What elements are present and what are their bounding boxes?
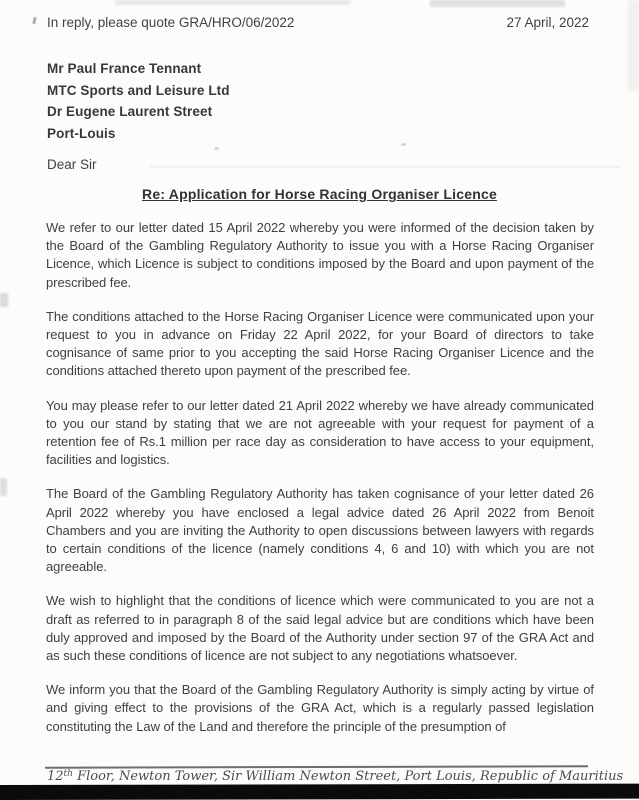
letter-body bbox=[46, 219, 594, 752]
scan-bottom-black-bar bbox=[0, 784, 639, 800]
footer-address-number: 12 bbox=[47, 769, 64, 784]
body-paragraph: The conditions attached to the Horse Racing Organiser Licence were communicated upon your request to you in advance on Friday 22 April 2022, for your Board of directors to take cognisance of same prior to you accepting the said Horse Racing Organiser Licence and the conditions attached thereto upon payment of the prescribed fee. bbox=[46, 308, 594, 379]
recipient-name: Mr Paul France Tennant bbox=[47, 61, 202, 76]
body-paragraph: The Board of the Gambling Regulatory Authority has taken cognisance of your letter dated 26 April 2022 whereby you have enclosed a legal advice dated 26 April 2022 from Benoit Chambers and you are inviting the Authority to open discussions between lawyers with regards to certain conditions of the licence (namely conditions 4, 6 and 10) with which you are not agreeable. bbox=[46, 486, 594, 575]
body-paragraph: You may please refer to our letter dated 21 April 2022 whereby we have already communicated to you our stand by stating that we are not agreeable with your request for payment of a retention fee of Rs.1 million per race day as consideration to have access to your equipment, facilities and logistics. bbox=[46, 397, 594, 468]
body-paragraph: We wish to highlight that the conditions of licence which were communicated to you are not a draft as referred to in paragraph 8 of the said legal advice but are conditions which have been duly approved and imposed by the Board of the Authority under section 97 of the GRA Act and as such these conditions of licence are not subject to any negotiations whatsoever. bbox=[46, 593, 594, 664]
body-paragraph: We refer to our letter dated 15 April 2022 whereby you were informed of the decision taken by the Board of the Gambling Regulatory Authority to issue you with a Horse Racing Organiser Licence, which Licence is subject to conditions imposed by the Board and upon payment of the prescribed fee. bbox=[46, 220, 594, 290]
recipient-company: MTC Sports and Leisure Ltd bbox=[47, 82, 230, 98]
scan-artifact bbox=[0, 478, 7, 496]
recipient-city: Port-Louis bbox=[47, 125, 116, 141]
scan-artifact bbox=[115, 0, 350, 5]
footer-address-rest: Floor, Newton Tower, Sir William Newton Street, Port Louis, Republic of Mauritius bbox=[72, 769, 624, 784]
scan-artifact bbox=[401, 143, 406, 146]
scan-artifact bbox=[628, 0, 639, 90]
scan-artifact bbox=[214, 147, 219, 150]
subject-line: Re: Application for Horse Racing Organiser Licence bbox=[142, 186, 497, 202]
reference-line: In reply, please quote GRA/HRO/06/2022 bbox=[47, 15, 295, 30]
scan-artifact bbox=[0, 293, 8, 307]
letter-date: 27 April, 2022 bbox=[506, 15, 589, 30]
scan-artifact bbox=[150, 166, 620, 168]
body-paragraph: We inform you that the Board of the Gambling Regulatory Authority is simply acting by virtue of and giving effect to the provisions of the GRA Act, which is a regularly passed legislation constituting the Law of the Land and therefore the principle of the presumption of bbox=[46, 682, 594, 734]
footer-address bbox=[47, 769, 623, 784]
scan-artifact bbox=[32, 17, 37, 25]
footer-address-ordinal: th bbox=[63, 769, 73, 779]
scan-artifact bbox=[430, 0, 565, 7]
salutation: Dear Sir bbox=[47, 157, 97, 172]
reference-row bbox=[47, 15, 589, 30]
recipient-address-block bbox=[47, 58, 230, 144]
recipient-street: Dr Eugene Laurent Street bbox=[47, 104, 213, 119]
